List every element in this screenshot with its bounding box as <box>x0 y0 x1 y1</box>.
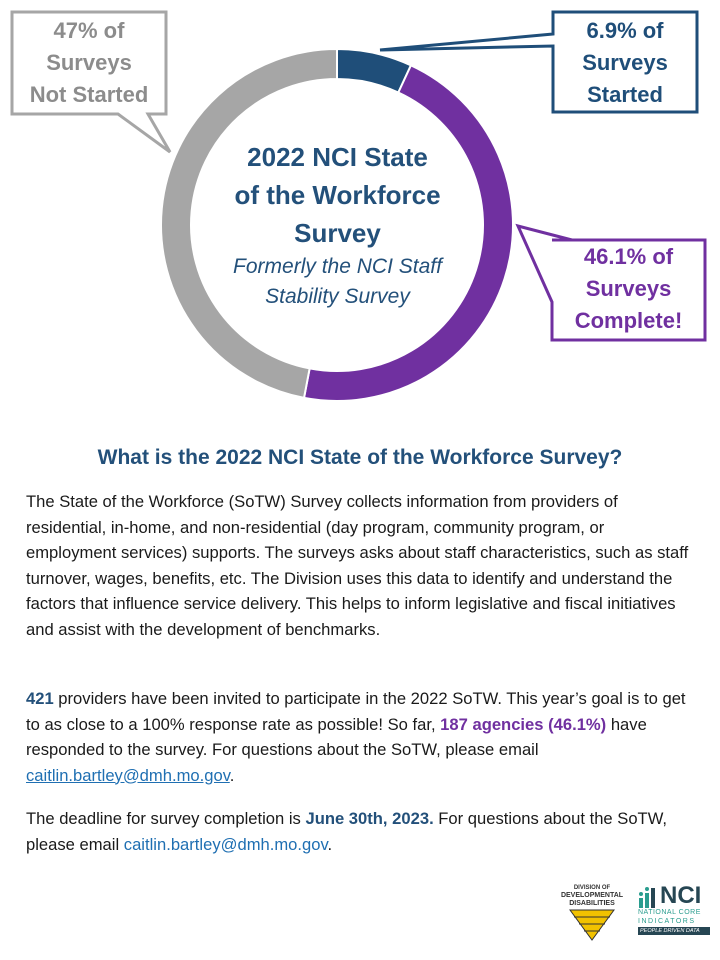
donut-slice-surveys-started <box>337 49 411 93</box>
callout-line: 47% of <box>53 18 125 43</box>
status-text: providers have been invited to participate in the 2022 SoTW. This year’s goal is to get to as close to a 100% response rate as possible! So far, <box>26 689 686 734</box>
dd-logo-line: DIVISION OF <box>573 885 611 891</box>
dd-triangle-icon <box>552 908 632 942</box>
section-heading: What is the 2022 NCI State of the Workforce Survey? <box>97 446 623 469</box>
deadline-text: The deadline for survey completion is <box>26 809 306 828</box>
deadline-text: For questions about the SoTW, please email <box>26 809 668 854</box>
email-link[interactable]: caitlin.bartley@dmh.mo.gov <box>26 765 230 785</box>
chart-title-line: Survey <box>294 218 381 248</box>
status-paragraph <box>26 686 698 788</box>
chart-title-line: 2022 NCI State <box>247 142 428 172</box>
chart-subtitle <box>205 252 470 312</box>
callout-complete <box>554 241 703 337</box>
provider-count: 421 <box>26 689 54 708</box>
email-link-plain[interactable]: caitlin.bartley@dmh.mo.gov <box>123 834 328 854</box>
deadline-text: . <box>327 834 333 854</box>
deadline-date: June 30th, 2023. <box>305 809 434 828</box>
callout-line: Surveys <box>585 276 672 301</box>
callout-not-started <box>14 15 164 111</box>
callout-line: 46.1% of <box>583 244 674 269</box>
callout-line: 6.9% of <box>586 18 664 43</box>
nci-bars-icon <box>638 886 660 908</box>
nci-logo <box>638 884 710 935</box>
callout-started <box>555 15 695 111</box>
chart-subtitle-line: Formerly the NCI Staff <box>233 255 442 278</box>
nci-mark: NCI <box>660 882 702 909</box>
agencies-count: 187 agencies (46.1%) <box>440 714 607 734</box>
chart-title-line: of the Workforce <box>234 180 441 210</box>
status-text: . <box>229 765 235 785</box>
dd-logo-line: DEVELOPMENTAL <box>560 892 624 899</box>
callout-line: Complete! <box>574 308 683 333</box>
dd-logo-line: DISABILITIES <box>569 900 615 907</box>
callout-line: Not Started <box>29 82 149 107</box>
description-paragraph: The State of the Workforce (SoTW) Survey collects information from providers of residential, in-home, and non-residential (day program, community program, or employment services) supports. The surveys asks about staff characteristics, such as staff turnover, wages, benefits, etc. The Division uses this data to identify and understand the factors that influence service delivery. This helps to inform legislative and fiscal initiatives and assist with the development of benchmarks. <box>26 492 689 639</box>
nci-logo-line: INDICATORS <box>638 918 696 925</box>
nci-tagline: PEOPLE DRIVEN DATA <box>638 927 710 935</box>
nci-logo-line: NATIONAL CORE <box>638 909 701 916</box>
status-text: have responded to the survey. For questions about the SoTW, please email <box>26 714 647 759</box>
deadline-paragraph <box>26 806 698 857</box>
callout-line: Surveys <box>46 50 132 75</box>
dd-logo <box>552 884 632 945</box>
callout-line: Started <box>587 82 663 107</box>
chart-subtitle-line: Stability Survey <box>265 285 410 308</box>
chart-title <box>205 138 470 252</box>
callout-line: Surveys <box>582 50 668 75</box>
